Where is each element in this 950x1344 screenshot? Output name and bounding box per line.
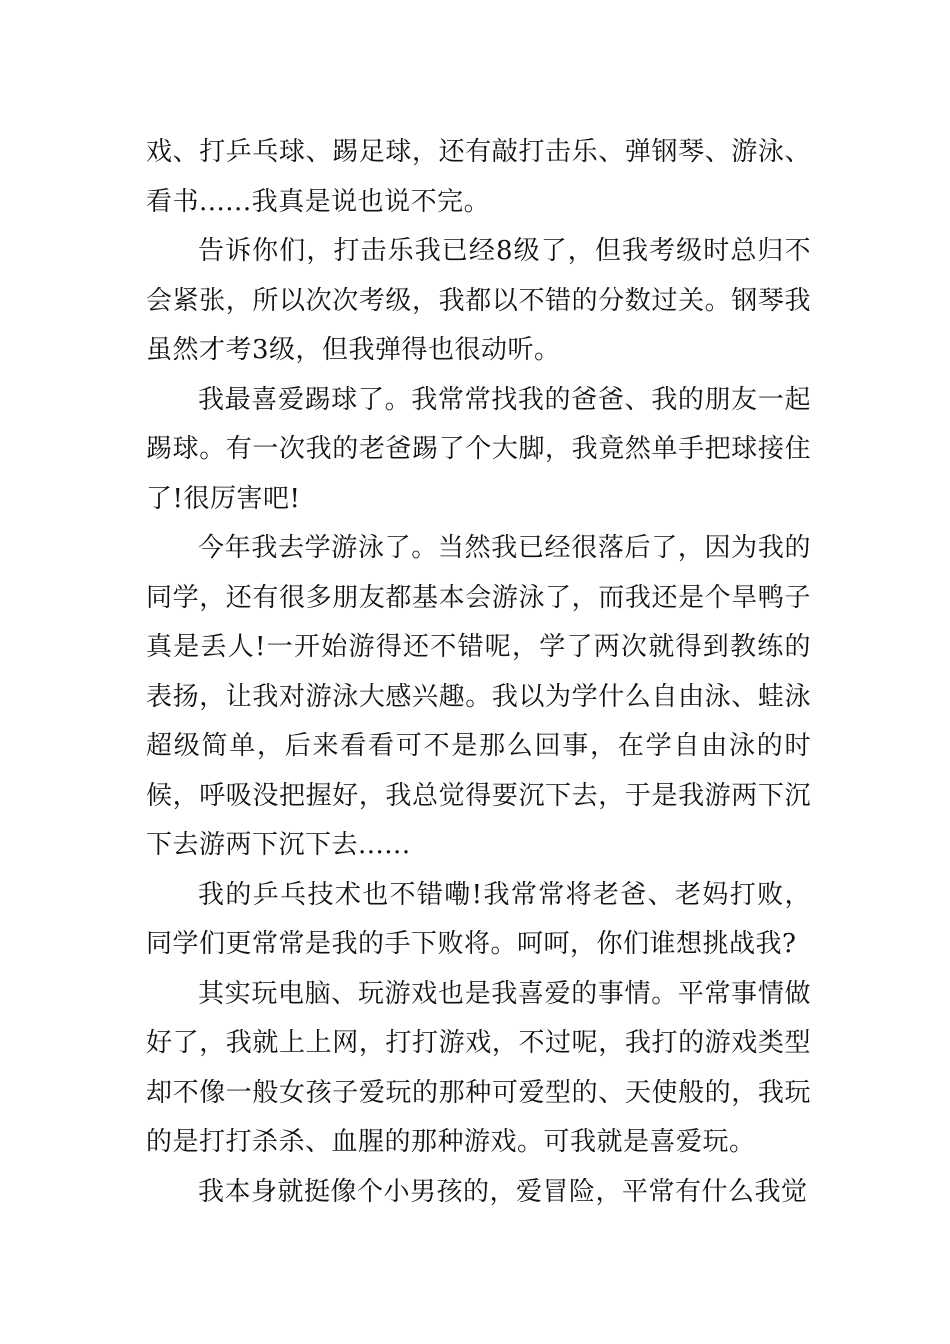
paragraph-3: 我最喜爱踢球了。我常常找我的爸爸、我的朋友一起踢球。有一次我的老爸踢了个大脚，我竟然单手把球接住了!很厉害吧! bbox=[146, 384, 811, 514]
paragraph-6: 其实玩电脑、玩游戏也是我喜爱的事情。平常事情做好了，我就上上网，打打游戏，不过呢，我打的游戏类型却不像一般女孩子爱玩的那种可爱型的、天使般的，我玩的是打打杀杀、血腥的那种游戏。可我就是喜爱玩。 bbox=[146, 978, 811, 1157]
paragraph-1: 戏、打乒乓球、踢足球，还有敲打击乐、弹钢琴、游泳、看书......我真是说也说不完。 bbox=[146, 137, 811, 217]
paragraph-2: 告诉你们，打击乐我已经8级了，但我考级时总归不会紧张，所以次次考级，我都以不错的分数过关。钢琴我虽然才考3级，但我弹得也很动听。 bbox=[146, 236, 811, 365]
paragraph-7: 我本身就挺像个小男孩的，爱冒险，平常有什么我觉 bbox=[198, 1176, 808, 1207]
paragraph-5: 我的乒乓技术也不错嘞!我常常将老爸、老妈打败，同学们更常常是我的手下败将。呵呵，你们谁想挑战我? bbox=[146, 879, 811, 959]
paragraph-4: 今年我去学游泳了。当然我已经很落后了，因为我的同学，还有很多朋友都基本会游泳了，而我还是个旱鸭子真是丢人!一开始游得还不错呢，学了两次就得到教练的表扬，让我对游泳大感兴趣。我以为学什么自由泳、蛙泳超级简单，后来看看可不是那么回事，在学自由泳的时候，呼吸没把握好，我总觉得要沉下去，于是我游两下沉下去游两下沉下去...... bbox=[146, 533, 811, 860]
document-body bbox=[146, 128, 811, 1217]
